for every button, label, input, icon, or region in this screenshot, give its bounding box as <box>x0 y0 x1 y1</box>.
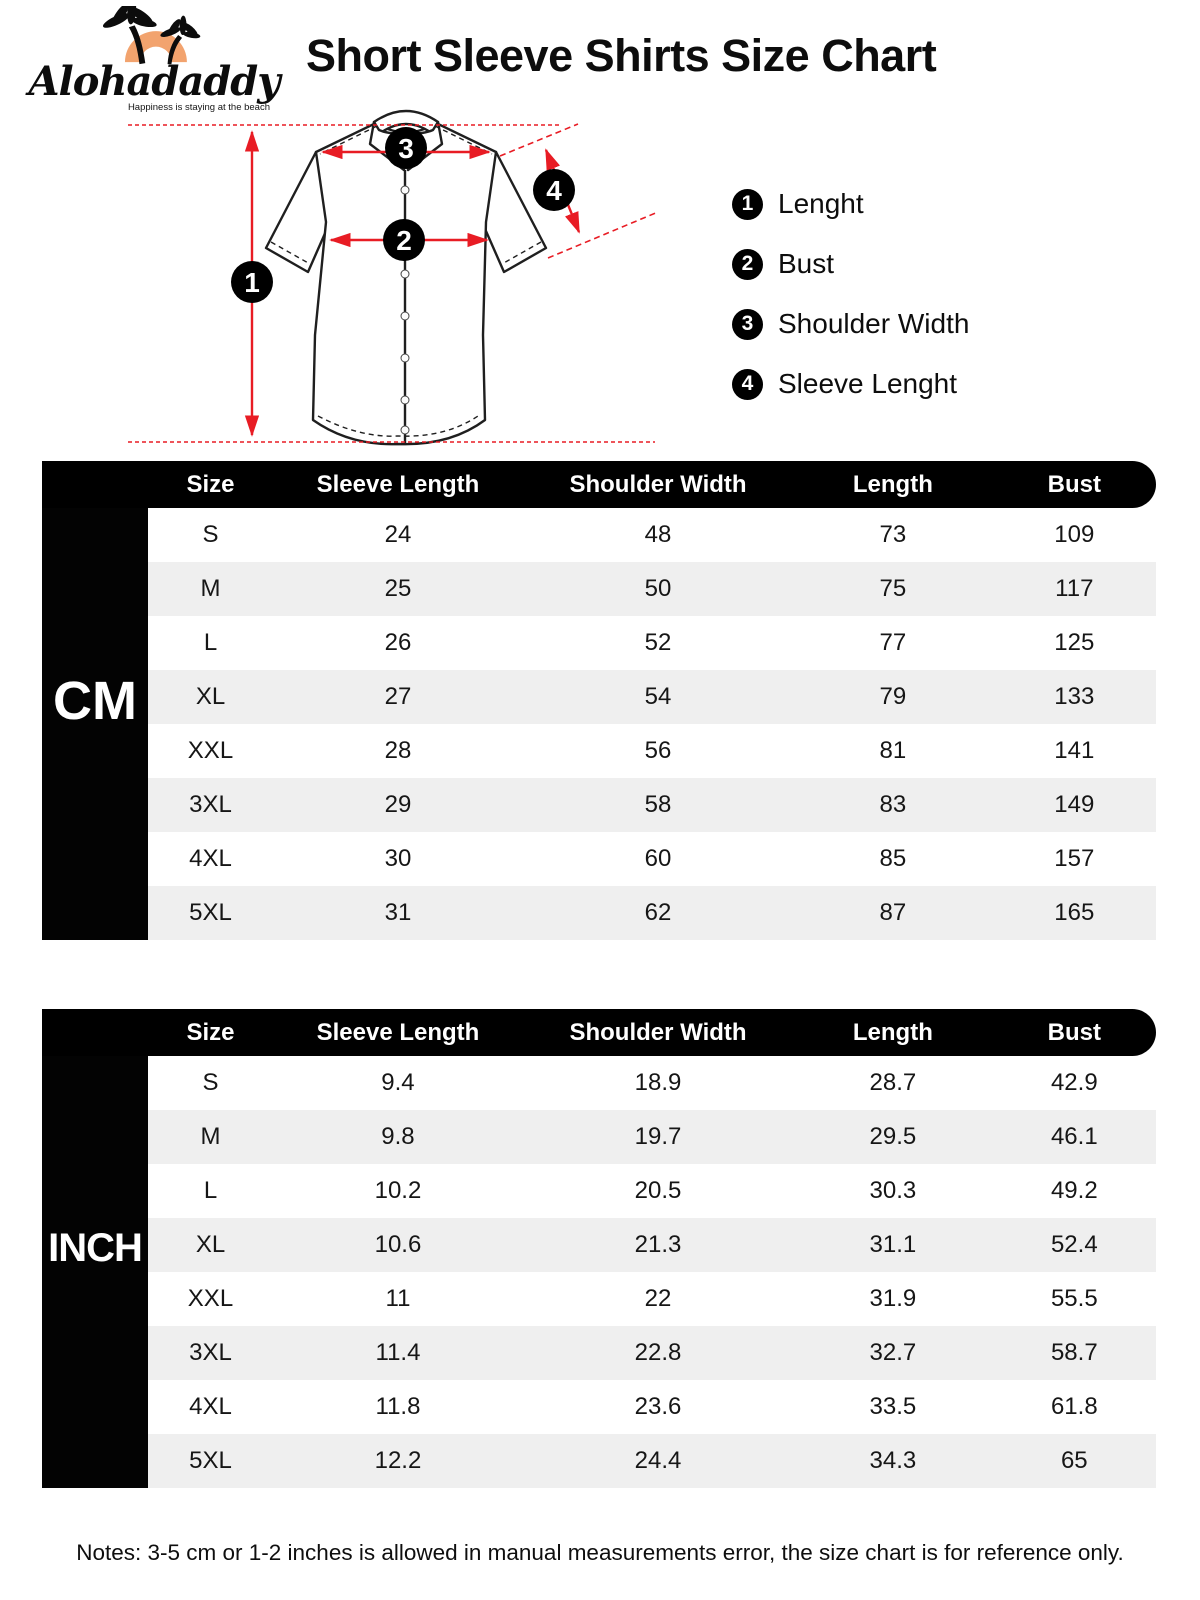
table-cell: 109 <box>1054 521 1095 548</box>
page-title: Short Sleeve Shirts Size Chart <box>306 30 937 81</box>
table-cell: 52 <box>644 629 672 656</box>
svg-text:1: 1 <box>244 266 260 298</box>
table-row <box>148 1272 1156 1326</box>
table-cell: XL <box>195 1231 226 1258</box>
table-cell: 11 <box>385 1285 411 1312</box>
table-cell: S <box>202 1069 219 1096</box>
table-cell: 18.9 <box>634 1069 682 1096</box>
size-table-cm <box>42 461 1156 940</box>
table-cell: 62 <box>644 899 672 926</box>
table-cell: 165 <box>1054 899 1095 926</box>
table-cell: 83 <box>879 791 907 818</box>
table-cell: 4XL <box>189 1393 232 1420</box>
table-cell: 9.4 <box>381 1069 415 1096</box>
table-cell: 27 <box>384 683 412 710</box>
table-cell: 31 <box>384 899 412 926</box>
legend-3-label: Shoulder Width <box>778 308 970 339</box>
table-cell: M <box>200 575 221 602</box>
svg-text:3: 3 <box>398 132 414 164</box>
table-cell: 26 <box>384 629 412 656</box>
column-header: Length <box>852 1018 933 1046</box>
legend-4-badge: 4 <box>732 369 763 400</box>
marker-4-badge <box>533 169 575 211</box>
table-cell: 33.5 <box>869 1393 917 1420</box>
table-cell: 31.9 <box>869 1285 917 1312</box>
unit-label-inch: INCH <box>42 1009 148 1488</box>
marker-1-badge <box>231 261 273 303</box>
table-row <box>148 1164 1156 1218</box>
column-header: Shoulder Width <box>569 470 747 498</box>
table-cell: 58.7 <box>1050 1339 1098 1366</box>
sleeve-guide-upper <box>500 124 578 156</box>
table-cell: 11.4 <box>375 1339 421 1366</box>
table-cell: 10.2 <box>374 1177 422 1204</box>
table-row <box>148 832 1156 886</box>
table-cell: 77 <box>879 629 907 656</box>
legend-item <box>732 368 969 400</box>
table-cell: 85 <box>879 845 907 872</box>
table-cell: 81 <box>879 737 907 764</box>
table-cell: 65 <box>1060 1447 1088 1474</box>
legend-item <box>732 188 969 220</box>
svg-text:4: 4 <box>546 174 562 206</box>
table-cell: XL <box>195 683 226 710</box>
table-cell: 4XL <box>189 845 232 872</box>
table-cell: 20.5 <box>634 1177 682 1204</box>
table-cell: L <box>203 629 218 656</box>
legend-4-label: Sleeve Lenght <box>778 368 958 399</box>
legend-item <box>732 248 969 280</box>
table-cell: 5XL <box>189 1447 232 1474</box>
column-header: Bust <box>1047 1018 1101 1046</box>
table-cell: 125 <box>1054 629 1095 656</box>
table-cell: 117 <box>1055 575 1094 602</box>
table-cell: 58 <box>644 791 672 818</box>
column-header: Shoulder Width <box>569 1018 747 1046</box>
table-cell: XXL <box>187 1285 234 1312</box>
table-cell: 42.9 <box>1050 1069 1098 1096</box>
marker-3-badge <box>385 127 427 169</box>
table-cell: 149 <box>1054 791 1095 818</box>
measurement-legend <box>732 188 969 428</box>
table-cell: 87 <box>879 899 907 926</box>
table-row <box>148 886 1156 940</box>
table-cell: 56 <box>644 737 672 764</box>
size-table-inch <box>42 1009 1156 1488</box>
column-header: Size <box>186 470 235 498</box>
marker-2-badge <box>383 219 425 261</box>
table-header-row <box>42 1009 1156 1056</box>
table-cell: 61.8 <box>1050 1393 1098 1420</box>
unit-label-cm: CM <box>42 461 148 940</box>
table-cell: 5XL <box>189 899 232 926</box>
table-row <box>148 1110 1156 1164</box>
table-cell: 28.7 <box>869 1069 917 1096</box>
sleeve-guide-lower <box>548 212 658 258</box>
table-cell: 21.3 <box>634 1231 682 1258</box>
table-cell: 75 <box>879 575 907 602</box>
table-cell: 12.2 <box>374 1447 422 1474</box>
table-cell: 22.8 <box>634 1339 682 1366</box>
table-cell: 30.3 <box>869 1177 917 1204</box>
table-cell: 24.4 <box>634 1447 682 1474</box>
table-cell: 25 <box>384 575 412 602</box>
shirt-measurement-diagram <box>0 90 1200 458</box>
notes-text: Notes: 3-5 cm or 1-2 inches is allowed in manual measurements error, the size chart is for reference only. <box>76 1540 1124 1565</box>
table-cell: 3XL <box>189 791 232 818</box>
table-body <box>148 1056 1156 1488</box>
table-cell: 31.1 <box>869 1231 917 1258</box>
table-cell: 49.2 <box>1050 1177 1098 1204</box>
table-row <box>148 1056 1156 1110</box>
table-cell: 9.8 <box>381 1123 415 1150</box>
table-cell: 29.5 <box>869 1123 917 1150</box>
table-row <box>148 1380 1156 1434</box>
table-cell: 141 <box>1054 737 1095 764</box>
table-cell: 19.7 <box>634 1123 682 1150</box>
brand-name: Alohadaddy <box>28 58 280 105</box>
column-header: Length <box>852 470 933 498</box>
table-cell: M <box>200 1123 221 1150</box>
table-cell: 3XL <box>189 1339 232 1366</box>
table-cell: 73 <box>879 521 907 548</box>
table-cell: XXL <box>187 737 234 764</box>
table-row <box>148 616 1156 670</box>
table-cell: 10.6 <box>374 1231 422 1258</box>
table-cell: 28 <box>384 737 412 764</box>
table-cell: 48 <box>644 521 672 548</box>
table-cell: 157 <box>1054 845 1095 872</box>
palm-sun-icon <box>84 6 224 66</box>
table-cell: 50 <box>644 575 672 602</box>
table-row <box>148 1434 1156 1488</box>
table-cell: 32.7 <box>869 1339 917 1366</box>
brand-tagline: Happiness is staying at the beach <box>127 102 270 113</box>
svg-text:2: 2 <box>396 224 412 256</box>
table-cell: 22 <box>644 1285 672 1312</box>
table-cell: 11.8 <box>375 1393 421 1420</box>
legend-1-badge: 1 <box>732 189 763 220</box>
table-cell: 55.5 <box>1050 1285 1098 1312</box>
column-header: Sleeve Length <box>316 1018 480 1046</box>
legend-2-badge: 2 <box>732 249 763 280</box>
table-row <box>148 778 1156 832</box>
table-cell: 46.1 <box>1050 1123 1098 1150</box>
table-cell: 79 <box>879 683 907 710</box>
legend-1-label: Lenght <box>778 188 864 219</box>
table-row <box>148 562 1156 616</box>
column-header: Size <box>186 1018 235 1046</box>
header-section <box>0 0 1200 455</box>
table-cell: 23.6 <box>634 1393 682 1420</box>
table-cell: 60 <box>644 845 672 872</box>
table-cell: 54 <box>644 683 672 710</box>
table-row <box>148 1218 1156 1272</box>
table-row <box>148 724 1156 778</box>
table-row <box>148 670 1156 724</box>
column-header: Sleeve Length <box>316 470 480 498</box>
table-body <box>148 508 1156 940</box>
table-row <box>148 508 1156 562</box>
table-cell: 30 <box>384 845 412 872</box>
table-cell: 29 <box>384 791 412 818</box>
table-cell: 24 <box>384 521 412 548</box>
table-cell: 133 <box>1054 683 1095 710</box>
legend-2-label: Bust <box>778 248 835 279</box>
table-row <box>148 1326 1156 1380</box>
legend-item <box>732 308 969 340</box>
table-header-row <box>42 461 1156 508</box>
table-cell: L <box>203 1177 218 1204</box>
table-cell: 34.3 <box>869 1447 917 1474</box>
legend-3-badge: 3 <box>732 309 763 340</box>
table-cell: 52.4 <box>1050 1231 1098 1258</box>
table-cell: S <box>202 521 219 548</box>
column-header: Bust <box>1047 470 1101 498</box>
